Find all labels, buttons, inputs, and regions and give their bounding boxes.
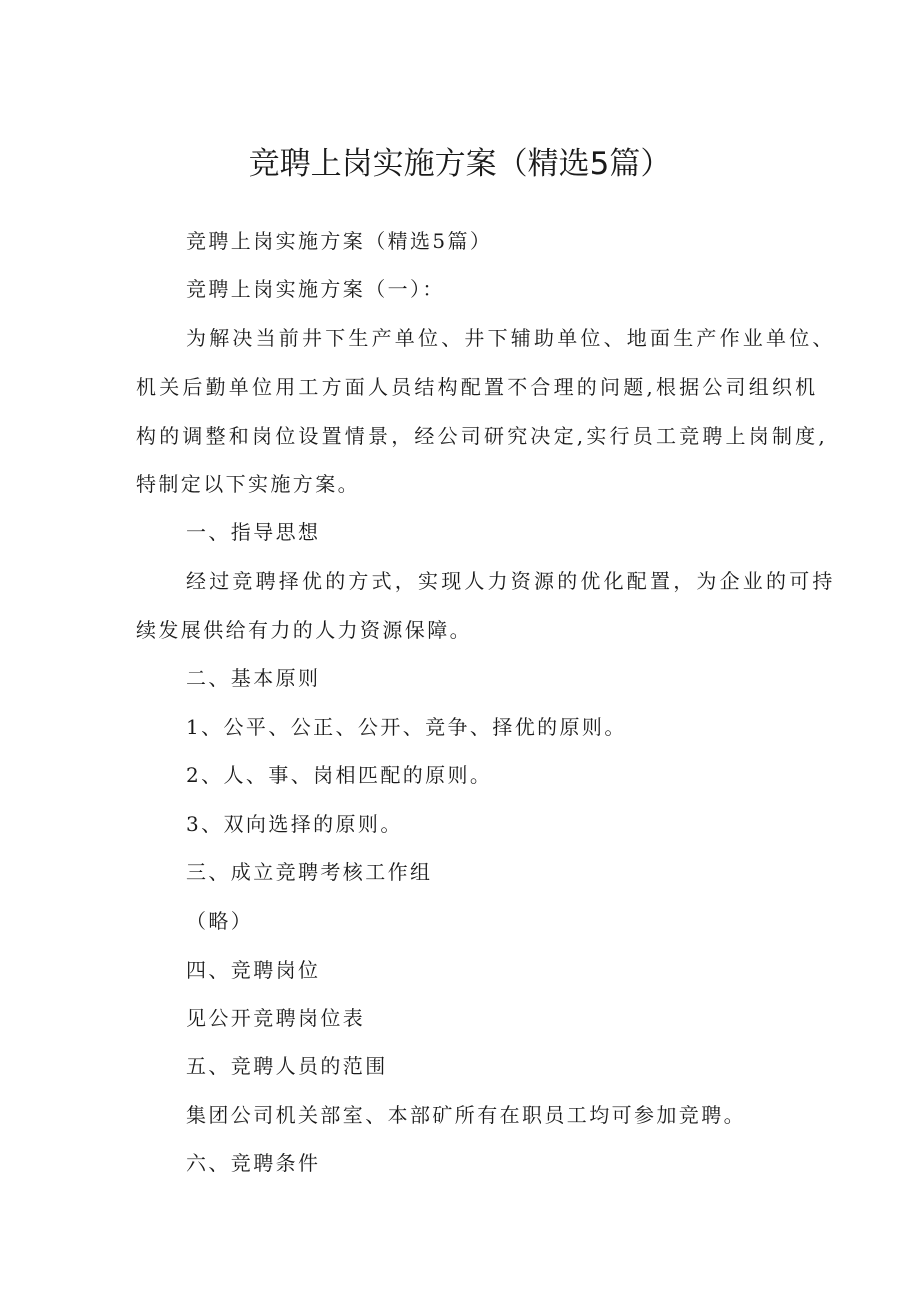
paragraph-intro-line-3: 构的调整和岗位设置情景，经公司研究决定,实行员工竞聘上岗制度, (136, 424, 828, 448)
paragraph-section-heading: 竞聘上岗实施方案（一）： (186, 277, 445, 301)
paragraph-omitted: （略） (186, 909, 254, 933)
heading-conditions: 六、竞聘条件 (186, 1151, 321, 1175)
paragraph-guiding-line-2: 续发展供给有力的人力资源保障。 (136, 618, 472, 642)
list-item-principle-1: 1、公平、公正、公开、竞争、择优的原则。 (186, 715, 627, 739)
heading-guiding-thought: 一、指导思想 (186, 520, 321, 544)
paragraph-intro-line-2: 机关后勤单位用工方面人员结构配置不合理的问题,根据公司组织机 (136, 375, 819, 399)
paragraph-subtitle: 竞聘上岗实施方案（精选5篇） (186, 229, 493, 253)
paragraph-guiding-line-1: 经过竞聘择优的方式，实现人力资源的优化配置，为企业的可持 (186, 569, 836, 593)
heading-scope: 五、竞聘人员的范围 (186, 1054, 388, 1078)
paragraph-intro-line-4: 特制定以下实施方案。 (136, 472, 360, 496)
list-item-principle-2: 2、人、事、岗相匹配的原则。 (186, 763, 493, 787)
heading-working-group: 三、成立竞聘考核工作组 (186, 860, 433, 884)
document-title: 竞聘上岗实施方案（精选5篇） (248, 146, 672, 182)
heading-positions: 四、竞聘岗位 (186, 958, 321, 982)
paragraph-scope: 集团公司机关部室、本部矿所有在职员工均可参加竞聘。 (186, 1103, 746, 1127)
heading-basic-principles: 二、基本原则 (186, 666, 321, 690)
list-item-principle-3: 3、双向选择的原则。 (186, 812, 403, 836)
paragraph-intro-line-1: 为解决当前井下生产单位、井下辅助单位、地面生产作业单位、 (186, 326, 836, 350)
paragraph-positions: 见公开竞聘岗位表 (186, 1006, 366, 1030)
